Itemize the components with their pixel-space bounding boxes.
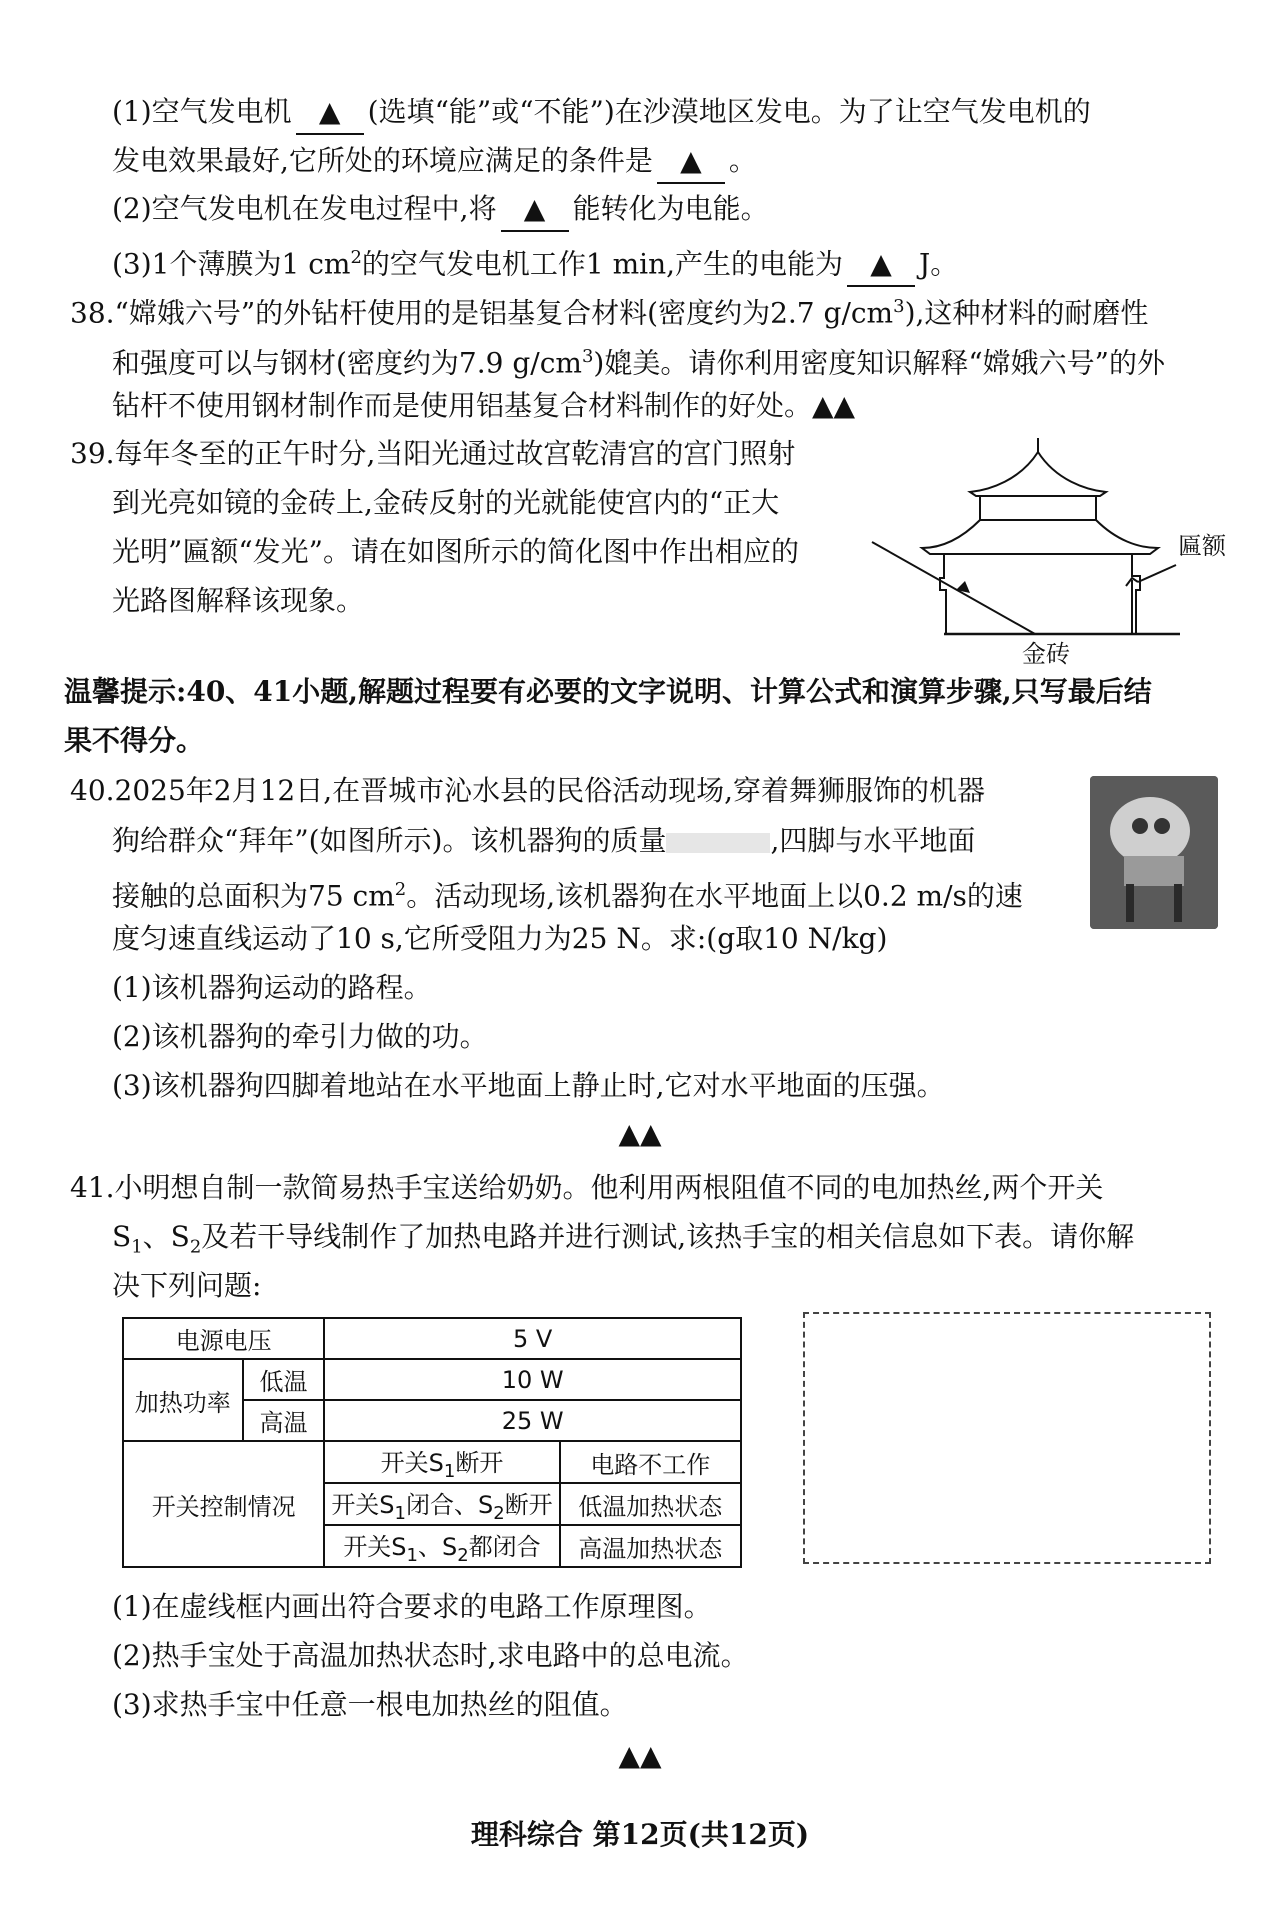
switch-row-1: 开关$S_1$断开 [324,1441,559,1483]
voltage-label: 电源电压 [123,1318,324,1359]
high-temp-label: 高温 [243,1400,325,1441]
power-label: 加热功率 [123,1359,243,1441]
answer-blank[interactable]: ▲ [657,140,725,184]
q40-sub3: (3)该机器狗四脚着地站在水平地面上静止时,它对水平地面的压强。 [112,1069,945,1102]
q41-sub1: (1)在虚线框内画出符合要求的电路工作原理图。 [112,1590,712,1623]
low-power-value: 10 W [324,1359,741,1400]
golden-brick-label: 金砖 [1022,640,1070,665]
switch-row-3: 开关$S_1$、$S_2$都闭合 [324,1525,559,1567]
q39-line3: 光明”匾额“发光”。请在如图所示的简化图中作出相应的 [112,535,799,568]
voltage-value: 5 V [324,1318,741,1359]
q41-line2: $S_1$、$S_2$及若干导线制作了加热电路并进行测试,该热手宝的相关信息如下表。请你解 [112,1220,1135,1258]
q39-line2: 到光亮如镜的金砖上,金砖反射的光就能使宫内的“正大 [112,486,780,519]
q37-line1: (1)空气发电机 ▲ (选填“能”或“不能”)在沙漠地区发电。为了让空气发电机的 [112,91,1280,135]
q40-line3: 接触的总面积为75 $cm^2$。活动现场,该机器狗在水平地面上以0.2 m/s的速 [112,879,1023,913]
answer-blank[interactable]: ▲ [501,188,569,232]
q39-line4: 光路图解释该现象。 [112,584,365,617]
answer-blank[interactable]: ▲ [296,91,364,135]
q40-line4: 度匀速直线运动了10 s,它所受阻力为25 N。求:(g取10 N/kg) [112,922,888,955]
high-power-value: 25 W [324,1400,741,1441]
q41-line3: 决下列问题: [112,1269,262,1302]
redacted-value [666,833,770,853]
q41-line1: 41.小明想自制一款简易热手宝送给奶奶。他利用两根阻值不同的电加热丝,两个开关 [70,1171,1104,1204]
q40-sub2: (2)该机器狗的牵引力做的功。 [112,1020,488,1053]
q37-line3: (2)空气发电机在发电过程中,将 ▲ 能转化为电能。 [112,188,1280,232]
q41-answer-marks: ▲▲ [618,1739,662,1772]
q40-answer-marks: ▲▲ [618,1117,662,1150]
robot-dog-photo [1090,776,1218,929]
circuit-drawing-box[interactable] [803,1312,1211,1564]
page-footer: 理科综合 第12页(共12页) [470,1818,810,1851]
q37-line2: 发电效果最好,它所处的环境应满足的条件是 ▲ 。 [112,140,1280,184]
tip-line1: 温馨提示:40、41小题,解题过程要有必要的文字说明、计算公式和演算步骤,只写最后结 [64,675,1152,708]
q41-sub2: (2)热手宝处于高温加热状态时,求电路中的总电流。 [112,1639,749,1672]
tip-line2: 果不得分。 [64,724,205,757]
q40-line2: 狗给群众“拜年”(如图所示)。该机器狗的质量 ,四脚与水平地面 [112,824,976,857]
low-temp-label: 低温 [243,1359,325,1400]
state-off: 电路不工作 [560,1441,741,1483]
q40-line1: 40.2025年2月12日,在晋城市沁水县的民俗活动现场,穿着舞狮服饰的机器 [70,774,986,807]
q37-line4: (3)1个薄膜为1 $cm^2$的空气发电机工作1 min,产生的电能为 ▲ J。 [112,237,1280,287]
answer-blank[interactable]: ▲ [847,243,915,287]
switch-row-2: 开关$S_1$闭合、$S_2$断开 [324,1483,559,1525]
q39-line1: 39.每年冬至的正午时分,当阳光通过故宫乾清宫的宫门照射 [70,437,796,470]
q38-line1: 38.“嫦娥六号”的外钻杆使用的是铝基复合材料(密度约为2.7 $g/cm^3$),这种材料的耐磨性 [70,296,1149,330]
heater-info-table [122,1317,742,1568]
plaque-label: 匾额 [1178,532,1226,560]
q38-line3: 钻杆不使用钢材制作而是使用铝基复合材料制作的好处。▲▲ [112,389,856,422]
switch-control-label: 开关控制情况 [123,1441,324,1567]
q41-sub3: (3)求热手宝中任意一根电加热丝的阻值。 [112,1688,628,1721]
state-low: 低温加热状态 [560,1483,741,1525]
palace-diagram [870,430,1240,665]
state-high: 高温加热状态 [560,1525,741,1567]
q38-line2: 和强度可以与钢材(密度约为7.9 $g/cm^3$)媲美。请你利用密度知识解释“嫦娥六号”的外 [112,346,1165,380]
q40-sub1: (1)该机器狗运动的路程。 [112,971,432,1004]
